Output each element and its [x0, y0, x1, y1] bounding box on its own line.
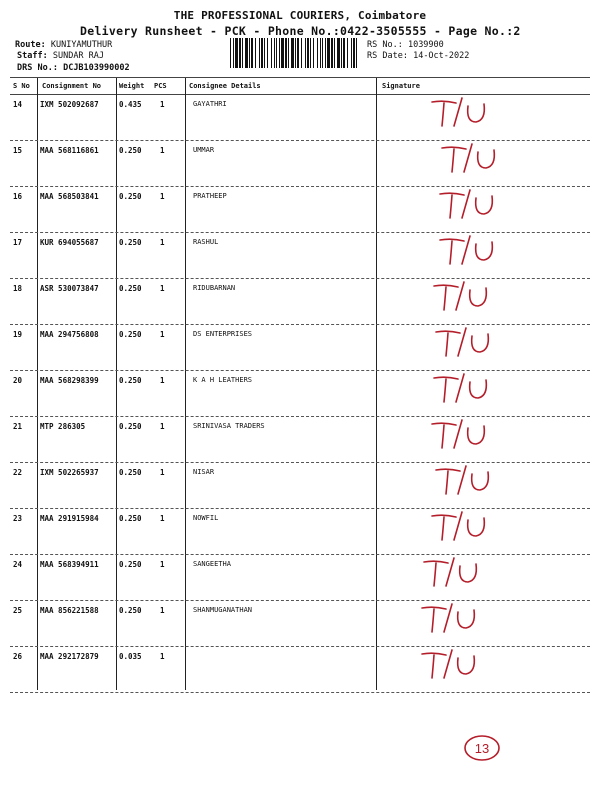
- drs-label: DRS No.:: [17, 63, 58, 73]
- row-weight: 0.250: [119, 284, 142, 293]
- signature-mark: [428, 92, 498, 132]
- row-consignment: MTP 286305: [40, 422, 86, 431]
- staff-value: SUNDAR RAJ: [52, 51, 105, 61]
- row-weight: 0.250: [119, 330, 142, 339]
- drs-value: DCJB103990002: [63, 63, 130, 73]
- row-weight: 0.250: [119, 468, 142, 477]
- col-pcs: PCS: [154, 82, 167, 90]
- route-line: [15, 40, 112, 50]
- col-weight: Weight: [119, 82, 145, 90]
- signature-mark: [438, 138, 508, 178]
- row-weight: 0.250: [119, 606, 142, 615]
- header-rule-top: [10, 77, 590, 78]
- route-value: KUNIYAMUTHUR: [50, 40, 113, 50]
- row-weight: 0.250: [119, 376, 142, 385]
- row-consignment: MAA 856221588: [40, 606, 99, 615]
- row-weight: 0.250: [119, 514, 142, 523]
- rs-date-value: 14-Oct-2022: [413, 51, 470, 61]
- row-sno: 14: [13, 100, 23, 109]
- page-number-stamp: [462, 732, 502, 764]
- col-sno: S No: [13, 82, 30, 90]
- row-weight: 0.250: [119, 238, 142, 247]
- route-label: Route:: [15, 40, 46, 50]
- staff-label: Staff:: [17, 51, 48, 61]
- row-sno: 26: [13, 652, 23, 661]
- table-row: [0, 370, 600, 416]
- row-sno: 19: [13, 330, 23, 339]
- runsheet-subtitle: Delivery Runsheet - PCK - Phone No.:0422-3505555 - Page No.:2: [80, 24, 521, 38]
- signature-mark: [428, 414, 498, 454]
- signature-mark: [420, 552, 490, 592]
- table-row: [0, 140, 600, 186]
- row-consignment: IXM 502265937: [40, 468, 99, 477]
- barcode-image: [230, 38, 360, 68]
- row-pcs: 1: [160, 192, 165, 201]
- row-consignment: MAA 294756808: [40, 330, 99, 339]
- drs-line: [17, 63, 130, 73]
- row-consignment: KUR 694055687: [40, 238, 99, 247]
- row-separator: [10, 692, 590, 693]
- signature-mark: [436, 230, 506, 270]
- row-weight: 0.250: [119, 146, 142, 155]
- table-row: [0, 508, 600, 554]
- signature-mark: [436, 184, 506, 224]
- row-consignment: MAA 568298399: [40, 376, 99, 385]
- row-pcs: 1: [160, 330, 165, 339]
- row-weight: 0.250: [119, 192, 142, 201]
- row-pcs: 1: [160, 284, 165, 293]
- row-pcs: 1: [160, 514, 165, 523]
- page-mark-text: 13: [474, 741, 490, 756]
- rs-no-value: 1039900: [407, 40, 444, 50]
- signature-mark: [432, 460, 502, 500]
- table-row: [0, 186, 600, 232]
- table-row: [0, 646, 600, 692]
- col-consignee: Consignee Details: [189, 82, 261, 90]
- row-consignee: UMMAR: [193, 146, 215, 154]
- company-title: THE PROFESSIONAL COURIERS, Coimbatore: [173, 9, 427, 22]
- row-pcs: 1: [160, 376, 165, 385]
- row-consignment: MAA 291915984: [40, 514, 99, 523]
- row-weight: 0.435: [119, 100, 142, 109]
- col-consignment: Consignment No: [42, 82, 102, 90]
- table-row: [0, 416, 600, 462]
- row-sno: 21: [13, 422, 23, 431]
- table-row: [0, 324, 600, 370]
- row-pcs: 1: [160, 560, 165, 569]
- row-consignee: GAYATHRI: [193, 100, 227, 108]
- table-row: [0, 600, 600, 646]
- row-consignment: MAA 568116861: [40, 146, 99, 155]
- rs-no-label: RS No.:: [367, 40, 403, 50]
- row-consignment: MAA 568503841: [40, 192, 99, 201]
- staff-line: [17, 51, 104, 61]
- rs-no-line: [367, 40, 444, 50]
- row-pcs: 1: [160, 468, 165, 477]
- table-row: [0, 462, 600, 508]
- row-consignee: RIDUBARNAN: [193, 284, 236, 292]
- row-consignee: SANGEETHA: [193, 560, 231, 568]
- row-weight: 0.250: [119, 560, 142, 569]
- row-weight: 0.250: [119, 422, 142, 431]
- row-consignment: MAA 292172879: [40, 652, 99, 661]
- row-sno: 17: [13, 238, 23, 247]
- table-row: [0, 278, 600, 324]
- row-consignment: IXM 502092687: [40, 100, 99, 109]
- row-consignee: NISAR: [193, 468, 215, 476]
- table-row: [0, 554, 600, 600]
- row-pcs: 1: [160, 652, 165, 661]
- row-consignee: NOWFIL: [193, 514, 219, 522]
- row-consignee: DS ENTERPRISES: [193, 330, 253, 338]
- signature-mark: [430, 276, 500, 316]
- col-signature: Signature: [382, 82, 420, 90]
- table-row: [0, 94, 600, 140]
- signature-mark: [430, 368, 500, 408]
- signature-mark: [418, 644, 488, 684]
- row-consignment: ASR 530073847: [40, 284, 99, 293]
- signature-mark: [432, 322, 502, 362]
- row-consignee: SHANMUGANATHAN: [193, 606, 253, 614]
- signature-mark: [428, 506, 498, 546]
- row-consignee: RASHUL: [193, 238, 219, 246]
- rs-date-line: [367, 51, 469, 61]
- table-row: [0, 232, 600, 278]
- row-sno: 25: [13, 606, 23, 615]
- row-pcs: 1: [160, 422, 165, 431]
- row-consignee: K A H LEATHERS: [193, 376, 253, 384]
- row-sno: 16: [13, 192, 23, 201]
- row-pcs: 1: [160, 146, 165, 155]
- row-pcs: 1: [160, 606, 165, 615]
- rs-date-label: RS Date:: [367, 51, 408, 61]
- row-sno: 23: [13, 514, 23, 523]
- row-sno: 22: [13, 468, 23, 477]
- row-sno: 20: [13, 376, 23, 385]
- row-weight: 0.035: [119, 652, 142, 661]
- row-pcs: 1: [160, 100, 165, 109]
- row-consignment: MAA 568394911: [40, 560, 99, 569]
- row-pcs: 1: [160, 238, 165, 247]
- row-consignee: PRATHEEP: [193, 192, 227, 200]
- row-sno: 18: [13, 284, 23, 293]
- row-sno: 24: [13, 560, 23, 569]
- row-consignee: SRINIVASA TRADERS: [193, 422, 265, 430]
- row-sno: 15: [13, 146, 23, 155]
- signature-mark: [418, 598, 488, 638]
